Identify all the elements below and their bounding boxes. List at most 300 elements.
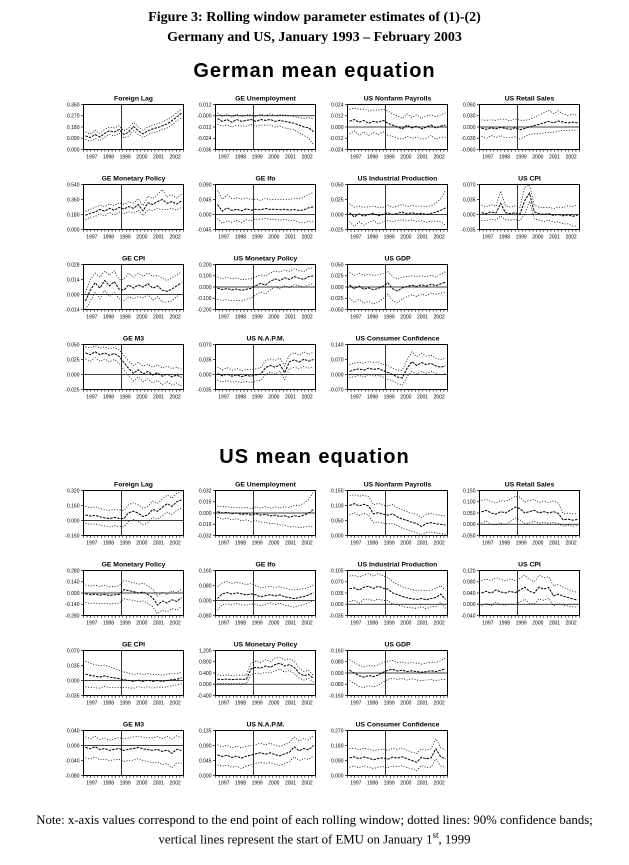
upper-confidence-band <box>218 191 314 201</box>
y-tick-label: -0.050 <box>329 307 344 314</box>
x-tick-label: 2002 <box>301 234 313 241</box>
y-tick-label: 0.000 <box>462 522 476 529</box>
chart-title-ge-monetary-policy: GE Monetary Policy <box>101 561 166 569</box>
x-tick-label: 1999 <box>515 620 527 627</box>
x-tick-label: 2001 <box>416 314 429 321</box>
upper-confidence-band <box>482 496 578 514</box>
empty-grid-cell <box>451 253 583 330</box>
x-tick-label: 1999 <box>251 700 263 707</box>
x-tick-label: 2002 <box>301 154 313 161</box>
german-section-heading: German mean equation <box>193 60 436 82</box>
y-tick-label: -0.025 <box>329 227 344 234</box>
y-tick-label: 0.090 <box>66 136 80 143</box>
x-tick-label: 2000 <box>268 700 280 707</box>
x-tick-label: 1997 <box>350 700 362 707</box>
x-tick-label: 2002 <box>433 154 445 161</box>
x-tick-label: 2000 <box>268 620 280 627</box>
y-tick-label: 0.000 <box>198 510 212 517</box>
x-tick-label: 1997 <box>350 234 362 241</box>
lower-confidence-band <box>218 124 314 145</box>
x-tick-label: 2002 <box>169 234 181 241</box>
x-tick-label: 1997 <box>350 154 362 161</box>
x-tick-label: 2002 <box>301 780 313 787</box>
upper-confidence-band <box>482 185 578 209</box>
y-tick-label: 0.270 <box>66 113 80 120</box>
lower-confidence-band <box>350 220 446 227</box>
y-tick-label: 0.035 <box>66 663 80 670</box>
y-tick-label: -0.030 <box>461 136 476 143</box>
y-tick-label: 0.012 <box>198 102 212 109</box>
chart-ge-ifo <box>187 559 319 636</box>
x-tick-label: 1999 <box>119 540 131 547</box>
x-tick-label: 2002 <box>169 154 181 161</box>
chart-us-n-a-p-m <box>187 719 319 796</box>
x-tick-label: 1997 <box>86 780 98 787</box>
y-tick-label: 0.045 <box>198 197 212 204</box>
lower-confidence-band <box>86 290 182 309</box>
y-tick-label: 0.280 <box>66 568 80 575</box>
estimate-line <box>218 205 314 212</box>
x-tick-label: 1997 <box>86 314 98 321</box>
estimate-line <box>86 281 182 301</box>
y-tick-label: -0.035 <box>329 613 344 620</box>
x-tick-label: 1998 <box>366 154 379 161</box>
upper-confidence-band <box>482 111 578 122</box>
x-tick-label: 1998 <box>366 700 379 707</box>
x-tick-label: 2001 <box>152 234 165 241</box>
x-tick-label: 1999 <box>515 154 527 161</box>
chart-ge-cpi <box>55 639 187 716</box>
upper-confidence-band <box>350 495 446 518</box>
y-tick-label: 0.800 <box>198 659 212 666</box>
y-tick-label: -0.014 <box>65 307 80 314</box>
x-tick-label: 1999 <box>383 540 395 547</box>
x-tick-label: 1999 <box>383 780 395 787</box>
x-tick-label: 2002 <box>433 700 445 707</box>
x-tick-label: 1999 <box>383 620 395 627</box>
x-tick-label: 2002 <box>565 620 577 627</box>
chart-us-industrial-production <box>319 559 451 636</box>
plot-frame <box>480 571 580 616</box>
x-tick-label: 1997 <box>86 234 98 241</box>
y-tick-label: 0.360 <box>66 197 80 204</box>
y-tick-label: -0.024 <box>197 136 212 143</box>
y-tick-label: 0.400 <box>198 670 212 677</box>
lower-confidence-band <box>218 601 314 611</box>
estimate-line <box>86 113 182 137</box>
x-tick-label: 2000 <box>136 700 148 707</box>
x-tick-label: 1999 <box>251 394 263 401</box>
upper-confidence-band <box>86 492 182 511</box>
figure-note-line1 <box>0 812 629 829</box>
chart-us-gdp <box>319 253 451 330</box>
x-tick-label: 1999 <box>383 700 395 707</box>
y-tick-label: 0.000 <box>66 372 80 379</box>
chart-us-monetary-policy <box>187 253 319 330</box>
y-tick-label: 0.160 <box>198 568 212 575</box>
plot-frame <box>348 345 448 390</box>
x-tick-label: 1998 <box>102 620 115 627</box>
y-tick-label: -0.040 <box>65 758 80 765</box>
x-tick-label: 1998 <box>102 780 115 787</box>
x-tick-label: 2002 <box>169 620 181 627</box>
x-tick-label: 1999 <box>515 234 527 241</box>
x-tick-label: 1998 <box>234 620 247 627</box>
lower-confidence-band <box>350 372 446 386</box>
chart-title-us-retail-sales: US Retail Sales <box>504 95 555 103</box>
x-tick-label: 2001 <box>548 540 561 547</box>
x-tick-label: 1999 <box>251 780 263 787</box>
empty-grid-cell <box>451 639 583 716</box>
x-tick-label: 1997 <box>86 620 98 627</box>
estimate-line <box>218 746 314 759</box>
chart-us-cpi <box>451 559 583 636</box>
x-tick-label: 1998 <box>498 620 511 627</box>
x-tick-label: 2000 <box>532 620 544 627</box>
upper-confidence-band <box>218 492 314 509</box>
y-tick-label: 0.025 <box>330 273 344 280</box>
y-tick-label: -0.032 <box>197 533 212 540</box>
y-tick-label: 0.000 <box>66 227 80 234</box>
chart-ge-unemployment <box>187 479 319 556</box>
x-tick-label: 2000 <box>268 154 280 161</box>
y-tick-label: 0.000 <box>66 147 80 154</box>
plot-frame <box>84 185 184 230</box>
y-tick-label: 0.000 <box>198 372 212 379</box>
estimate-line <box>482 121 578 130</box>
chart-us-consumer-confidence <box>319 719 451 796</box>
y-tick-label: 0.000 <box>330 212 344 219</box>
x-tick-label: 1999 <box>119 234 131 241</box>
y-tick-label: 0.030 <box>462 113 476 120</box>
y-tick-label: 0.070 <box>198 342 212 349</box>
chart-title-us-monetary-policy: US Monetary Policy <box>233 255 298 263</box>
y-tick-label: 0.070 <box>330 579 344 586</box>
x-tick-label: 2001 <box>284 234 297 241</box>
x-tick-label: 1998 <box>234 154 247 161</box>
upper-confidence-band <box>86 581 182 597</box>
estimate-line <box>482 193 578 216</box>
lower-confidence-band <box>86 599 182 614</box>
x-tick-label: 1998 <box>234 540 247 547</box>
x-tick-label: 2002 <box>433 234 445 241</box>
x-tick-label: 2000 <box>400 620 412 627</box>
y-tick-label: -0.012 <box>197 124 212 131</box>
x-tick-label: 1997 <box>86 540 98 547</box>
y-tick-label: 0.000 <box>330 533 344 540</box>
upper-confidence-band <box>86 736 182 741</box>
x-tick-label: 1998 <box>234 700 247 707</box>
x-tick-label: 2002 <box>565 234 577 241</box>
x-tick-label: 2000 <box>268 314 280 321</box>
y-tick-label: 0.100 <box>462 499 476 506</box>
y-tick-label: -0.016 <box>197 522 212 529</box>
y-tick-label: 0.000 <box>198 212 212 219</box>
y-tick-label: 0.000 <box>330 773 344 780</box>
us-mean-equation-section <box>0 446 629 796</box>
note-text-1: Note: x-axis values correspond to the end point of each rolling window; dotted lines: 90% confidence bands; <box>36 813 593 827</box>
x-tick-label: 1997 <box>86 394 98 401</box>
upper-confidence-band <box>350 658 446 667</box>
y-tick-label: 0.105 <box>330 568 344 575</box>
chart-us-cpi <box>451 173 583 250</box>
estimate-line <box>482 587 578 600</box>
upper-confidence-band <box>218 735 314 748</box>
chart-us-monetary-policy <box>187 639 319 716</box>
x-tick-label: 1998 <box>102 700 115 707</box>
x-tick-label: 2001 <box>416 620 429 627</box>
x-tick-label: 1999 <box>119 394 131 401</box>
x-tick-label: 2001 <box>152 154 165 161</box>
y-tick-label: 0.040 <box>462 590 476 597</box>
x-tick-label: 2001 <box>548 154 561 161</box>
y-tick-label: 0.320 <box>66 488 80 495</box>
x-tick-label: 2001 <box>416 780 429 787</box>
x-tick-label: 2000 <box>268 780 280 787</box>
x-tick-label: 2002 <box>301 314 313 321</box>
estimate-line <box>218 276 314 291</box>
x-tick-label: 1999 <box>119 780 131 787</box>
plot-frame <box>216 345 316 390</box>
y-tick-label: -0.160 <box>329 693 344 700</box>
y-tick-label: 0.160 <box>66 503 80 510</box>
y-tick-label: 0.090 <box>330 758 344 765</box>
upper-confidence-band <box>218 581 314 590</box>
x-tick-label: 2000 <box>400 780 412 787</box>
x-tick-label: 2000 <box>136 394 148 401</box>
x-tick-label: 2001 <box>152 314 165 321</box>
estimate-line <box>218 593 314 599</box>
x-tick-label: 1999 <box>251 620 263 627</box>
lower-confidence-band <box>86 684 182 688</box>
estimate-line <box>86 200 182 216</box>
chart-us-nonfarm-payrolls <box>319 479 451 556</box>
y-tick-label: -0.035 <box>461 227 476 234</box>
y-tick-label: 0.150 <box>462 488 476 495</box>
upper-confidence-band <box>86 271 182 293</box>
x-tick-label: 2002 <box>433 620 445 627</box>
x-tick-label: 1997 <box>482 154 494 161</box>
chart-title-ge-m3: GE M3 <box>122 335 145 343</box>
german-mean-equation-section <box>0 60 629 410</box>
y-tick-label: 0.070 <box>66 648 80 655</box>
y-tick-label: 0.000 <box>330 124 344 131</box>
y-tick-label: 0.180 <box>330 743 344 750</box>
x-tick-label: 1999 <box>383 234 395 241</box>
x-tick-label: 2001 <box>416 234 429 241</box>
y-tick-label: -0.080 <box>329 682 344 689</box>
y-tick-label: 0.050 <box>330 262 344 269</box>
y-tick-label: -0.070 <box>329 387 344 394</box>
chart-title-us-cpi: US CPI <box>518 175 541 183</box>
plot-frame <box>216 571 316 616</box>
us-section-heading: US mean equation <box>219 446 410 468</box>
y-tick-label: 0.016 <box>198 499 212 506</box>
upper-confidence-band <box>350 352 446 371</box>
x-tick-label: 1998 <box>102 234 115 241</box>
y-tick-label: 0.040 <box>66 728 80 735</box>
chart-title-ge-m3: GE M3 <box>122 721 145 729</box>
x-tick-label: 2001 <box>284 700 297 707</box>
y-tick-label: 0.000 <box>66 292 80 299</box>
x-tick-label: 2000 <box>136 780 148 787</box>
x-tick-label: 1998 <box>366 780 379 787</box>
chart-foreign-lag <box>55 93 187 170</box>
chart-title-us-gdp: US GDP <box>384 255 411 263</box>
y-tick-label: -0.000 <box>197 113 212 120</box>
x-tick-label: 1998 <box>102 394 115 401</box>
chart-title-us-n-a-p-m: US N.A.P.M. <box>246 335 285 343</box>
x-tick-label: 1997 <box>218 394 230 401</box>
chart-title-ge-unemployment: GE Unemployment <box>235 481 296 489</box>
y-tick-label: 0.000 <box>66 518 80 525</box>
x-tick-label: 1998 <box>102 154 115 161</box>
y-tick-label: -0.080 <box>65 773 80 780</box>
y-tick-label: 0.090 <box>198 743 212 750</box>
y-tick-label: 0.000 <box>198 284 212 291</box>
x-tick-label: 2002 <box>433 394 445 401</box>
y-tick-label: 0.060 <box>462 102 476 109</box>
x-tick-label: 2002 <box>301 540 313 547</box>
y-tick-label: 0.000 <box>66 743 80 750</box>
lower-confidence-band <box>350 131 446 139</box>
plot-frame <box>216 105 316 150</box>
x-tick-label: 1997 <box>350 620 362 627</box>
x-tick-label: 1998 <box>234 314 247 321</box>
x-tick-label: 2000 <box>532 540 544 547</box>
x-tick-label: 2001 <box>548 620 561 627</box>
upper-confidence-band <box>86 346 182 369</box>
figure-caption <box>0 8 629 49</box>
x-tick-label: 2001 <box>152 394 165 401</box>
x-tick-label: 2001 <box>284 394 297 401</box>
y-tick-label: 1.200 <box>198 648 212 655</box>
y-tick-label: 0.000 <box>66 678 80 685</box>
x-tick-label: 1999 <box>251 234 263 241</box>
x-tick-label: 1998 <box>366 540 379 547</box>
lower-confidence-band <box>218 517 314 528</box>
plot-frame <box>84 491 184 536</box>
y-tick-label: 0.000 <box>330 372 344 379</box>
y-tick-label: -0.080 <box>197 613 212 620</box>
note-superscript: st <box>432 830 439 841</box>
chart-us-gdp <box>319 639 451 716</box>
chart-ge-m3 <box>55 719 187 796</box>
x-tick-label: 1997 <box>86 154 98 161</box>
y-tick-label: 0.035 <box>462 197 476 204</box>
y-tick-label: -0.036 <box>197 147 212 154</box>
x-tick-label: 1998 <box>498 540 511 547</box>
estimate-line <box>482 507 578 520</box>
x-tick-label: 1997 <box>482 620 494 627</box>
figure-caption-line1: Figure 3: Rolling window parameter estimates of (1)-(2) <box>148 10 481 25</box>
x-tick-label: 2001 <box>152 780 165 787</box>
x-tick-label: 2002 <box>301 700 313 707</box>
y-tick-label: 0.090 <box>198 182 212 189</box>
y-tick-label: 0.000 <box>198 682 212 689</box>
x-tick-label: 1998 <box>498 234 511 241</box>
y-tick-label: 0.200 <box>198 262 212 269</box>
x-tick-label: 2000 <box>400 394 412 401</box>
note-text-2: vertical lines represent the start of EMU on January 1 <box>158 832 433 847</box>
x-tick-label: 2000 <box>136 540 148 547</box>
x-tick-label: 2002 <box>301 394 313 401</box>
chart-us-industrial-production <box>319 173 451 250</box>
y-tick-label: 0.024 <box>330 102 344 109</box>
y-tick-label: 0.000 <box>462 212 476 219</box>
x-tick-label: 2002 <box>169 314 181 321</box>
x-tick-label: 2000 <box>136 620 148 627</box>
chart-foreign-lag <box>55 479 187 556</box>
chart-title-us-industrial-production: US Industrial Production <box>357 561 438 569</box>
y-tick-label: -0.280 <box>65 613 80 620</box>
y-tick-label: 0.050 <box>330 518 344 525</box>
lower-confidence-band <box>86 358 182 386</box>
x-tick-label: 1997 <box>350 780 362 787</box>
y-tick-label: -0.200 <box>197 307 212 314</box>
y-tick-label: 0.000 <box>462 124 476 131</box>
chart-title-us-cpi: US CPI <box>518 561 541 569</box>
chart-title-us-monetary-policy: US Monetary Policy <box>233 641 298 649</box>
y-tick-label: -0.012 <box>329 136 344 143</box>
empty-grid-cell <box>451 333 583 410</box>
upper-confidence-band <box>350 108 446 118</box>
y-tick-label: 0.000 <box>330 670 344 677</box>
y-tick-label: -0.040 <box>461 613 476 620</box>
figure-note-line2 <box>0 829 629 849</box>
x-tick-label: 2001 <box>284 620 297 627</box>
chart-title-foreign-lag: Foreign Lag <box>114 95 153 103</box>
note-text-3: , 1999 <box>438 832 471 847</box>
chart-title-ge-ifo: GE Ifo <box>255 175 276 183</box>
y-tick-label: -0.100 <box>197 296 212 303</box>
x-tick-label: 2000 <box>532 234 544 241</box>
chart-title-us-consumer-confidence: US Consumer Confidence <box>355 335 440 343</box>
x-tick-label: 1998 <box>102 314 115 321</box>
x-tick-label: 2002 <box>433 780 445 787</box>
german-chart-grid <box>55 93 629 410</box>
estimate-line <box>350 749 446 762</box>
x-tick-label: 2002 <box>169 700 181 707</box>
chart-title-us-nonfarm-payrolls: US Nonfarm Payrolls <box>363 481 432 489</box>
y-tick-label: 0.000 <box>462 602 476 609</box>
x-tick-label: 1998 <box>366 394 379 401</box>
y-tick-label: -0.050 <box>461 533 476 540</box>
y-tick-label: -0.035 <box>197 387 212 394</box>
x-tick-label: 2001 <box>284 780 297 787</box>
y-tick-label: 0.360 <box>66 102 80 109</box>
lower-confidence-band <box>482 598 578 607</box>
lower-confidence-band <box>218 669 314 684</box>
y-tick-label: 0.150 <box>330 488 344 495</box>
y-tick-label: -0.025 <box>329 296 344 303</box>
x-tick-label: 1998 <box>366 234 379 241</box>
x-tick-label: 2000 <box>400 234 412 241</box>
y-tick-label: -0.160 <box>65 533 80 540</box>
chart-ge-monetary-policy <box>55 559 187 636</box>
x-tick-label: 1999 <box>251 154 263 161</box>
chart-title-us-n-a-p-m: US N.A.P.M. <box>246 721 285 729</box>
y-tick-label: 0.000 <box>330 284 344 291</box>
figure-caption-line2: Germany and US, January 1993 – February 2003 <box>167 30 462 46</box>
estimate-line <box>218 119 314 132</box>
x-tick-label: 1998 <box>234 234 247 241</box>
chart-ge-m3 <box>55 333 187 410</box>
x-tick-label: 2000 <box>400 154 412 161</box>
upper-confidence-band <box>350 573 446 590</box>
estimate-line <box>218 359 314 377</box>
x-tick-label: 1997 <box>86 700 98 707</box>
